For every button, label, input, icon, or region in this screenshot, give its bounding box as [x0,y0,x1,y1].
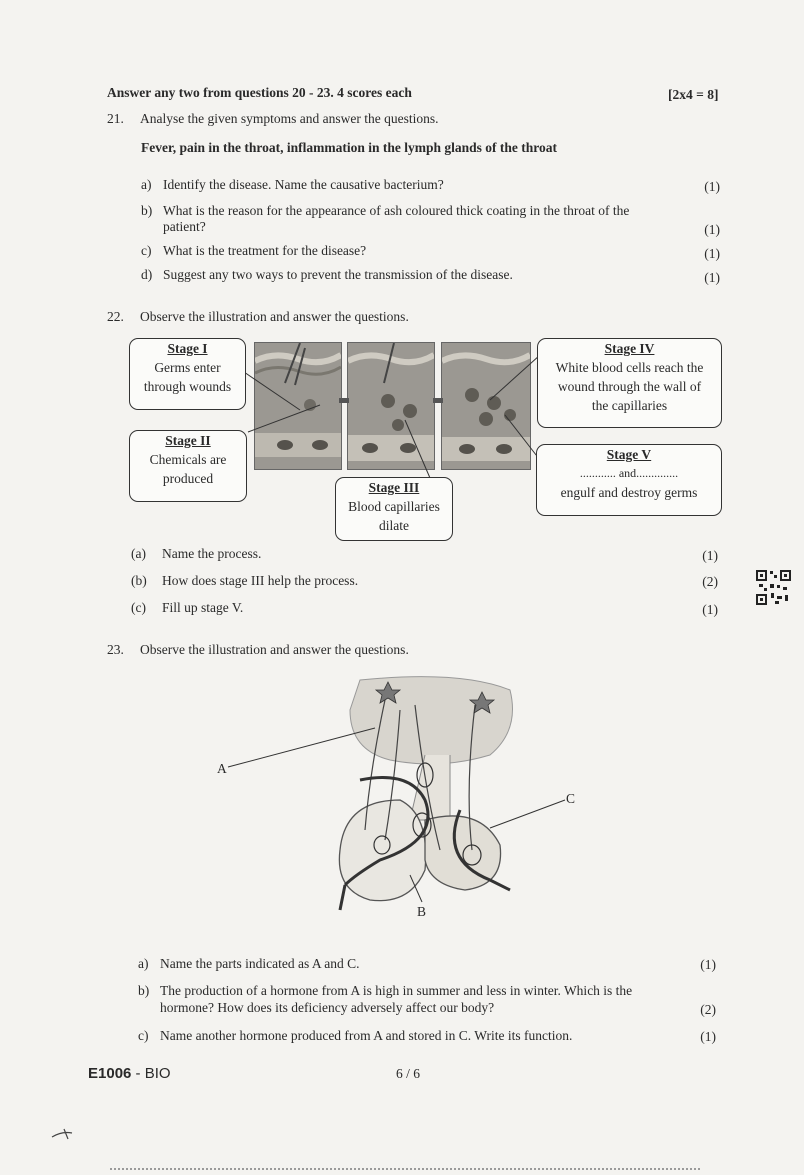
pen-mark-icon [50,1125,80,1145]
q21-text: Analyse the given symptoms and answer the questions. [140,111,439,126]
q23-text: Observe the illustration and answer the questions. [140,642,409,657]
q23-a-marks: (1) [700,957,716,972]
q23-c-text: Name another hormone produced from A and stored in C. Write its function. [160,1028,573,1043]
stage-1-title: Stage I [167,341,208,356]
q21-b-text-2: patient? [163,219,206,234]
stage-5-title: Stage V [606,447,652,462]
q23-b-label: b) [138,983,150,998]
footer-subject: - BIO [135,1065,171,1082]
stage-5-line-2: engulf and destroy germs [560,485,698,500]
q23-c-label: c) [138,1028,149,1043]
stage-3-line-1: Blood capillaries [348,499,440,514]
q22-a-label: (a) [131,546,146,561]
q21-b-label: b) [141,203,153,218]
stage-2-line-2: produced [162,471,214,486]
stage-2-box [129,430,247,502]
footer-code: E1006 [88,1065,132,1082]
q21-b-text: What is the reason for the appearance of ash coloured thick coating in the throat of the [163,203,630,218]
q21-d-marks: (1) [704,270,720,285]
q22-c-label: (c) [131,600,146,615]
stage-5-line-1: ............ and.............. [579,466,679,480]
q21-d-label: d) [141,267,153,282]
diagram-label-c: C [566,791,576,806]
qr-code-icon [755,569,792,606]
q21-c-label: c) [141,243,152,258]
stage-4-line-3: the capillaries [591,398,668,413]
section-score: [2x4 = 8] [668,87,719,102]
diagram-label-a: A [217,761,227,776]
q21-symptoms: Fever, pain in the throat, inflammation in the lymph glands of the throat [141,140,558,155]
q22-text: Observe the illustration and answer the questions. [140,309,409,324]
q22-b-marks: (2) [702,574,718,589]
pituitary-diagram [210,670,600,920]
q21-number: 21. [107,111,124,126]
q22-b-label: (b) [131,573,147,588]
q22-a-text: Name the process. [162,546,262,561]
q23-a-label: a) [138,956,149,971]
q21-b-marks: (1) [704,222,720,237]
q21-a-marks: (1) [704,179,720,194]
stage-3-box [335,477,453,541]
stage-5-box [536,444,722,516]
q23-c-marks: (1) [700,1029,716,1044]
stage-2-line-1: Chemicals are [149,452,227,467]
q23-number: 23. [107,642,124,657]
stage-4-line-1: White blood cells reach the [555,360,704,375]
q23-a-text: Name the parts indicated as A and C. [160,956,360,971]
stage-2-title: Stage II [165,433,211,448]
q23-b-text: The production of a hormone from A is high in summer and less in winter. Which is the [160,983,633,998]
q23-b-marks: (2) [700,1002,716,1017]
q22-number: 22. [107,309,124,324]
q22-b-text: How does stage III help the process. [162,573,359,588]
stage-1-box [129,338,246,410]
q22-c-text: Fill up stage V. [162,600,244,615]
q22-c-marks: (1) [702,602,718,617]
stage-3-line-2: dilate [379,518,409,533]
q23-b-text-2: hormone? How does its deficiency adversely affect our body? [160,1000,495,1015]
q21-d-text: Suggest any two ways to prevent the transmission of the disease. [163,267,513,282]
footer-code-block [88,1065,171,1082]
stage-4-box [537,338,722,428]
section-instruction: Answer any two from questions 20 - 23. 4 scores each [107,85,412,100]
q21-a-label: a) [141,177,152,192]
stage-1-line-2: through wounds [143,379,232,394]
q21-c-marks: (1) [704,246,720,261]
stage-1-line-1: Germs enter [154,360,221,375]
stage-4-title: Stage IV [604,341,655,356]
scan-edge-dots [110,1168,700,1173]
stage-4-line-2: wound through the wall of [557,379,702,394]
diagram-label-b: B [417,904,427,919]
page-number: 6 / 6 [396,1066,421,1081]
stage-3-title: Stage III [368,480,420,495]
q21-c-text: What is the treatment for the disease? [163,243,367,258]
q21-a-text: Identify the disease. Name the causative bacterium? [163,177,444,192]
q22-a-marks: (1) [702,548,718,563]
